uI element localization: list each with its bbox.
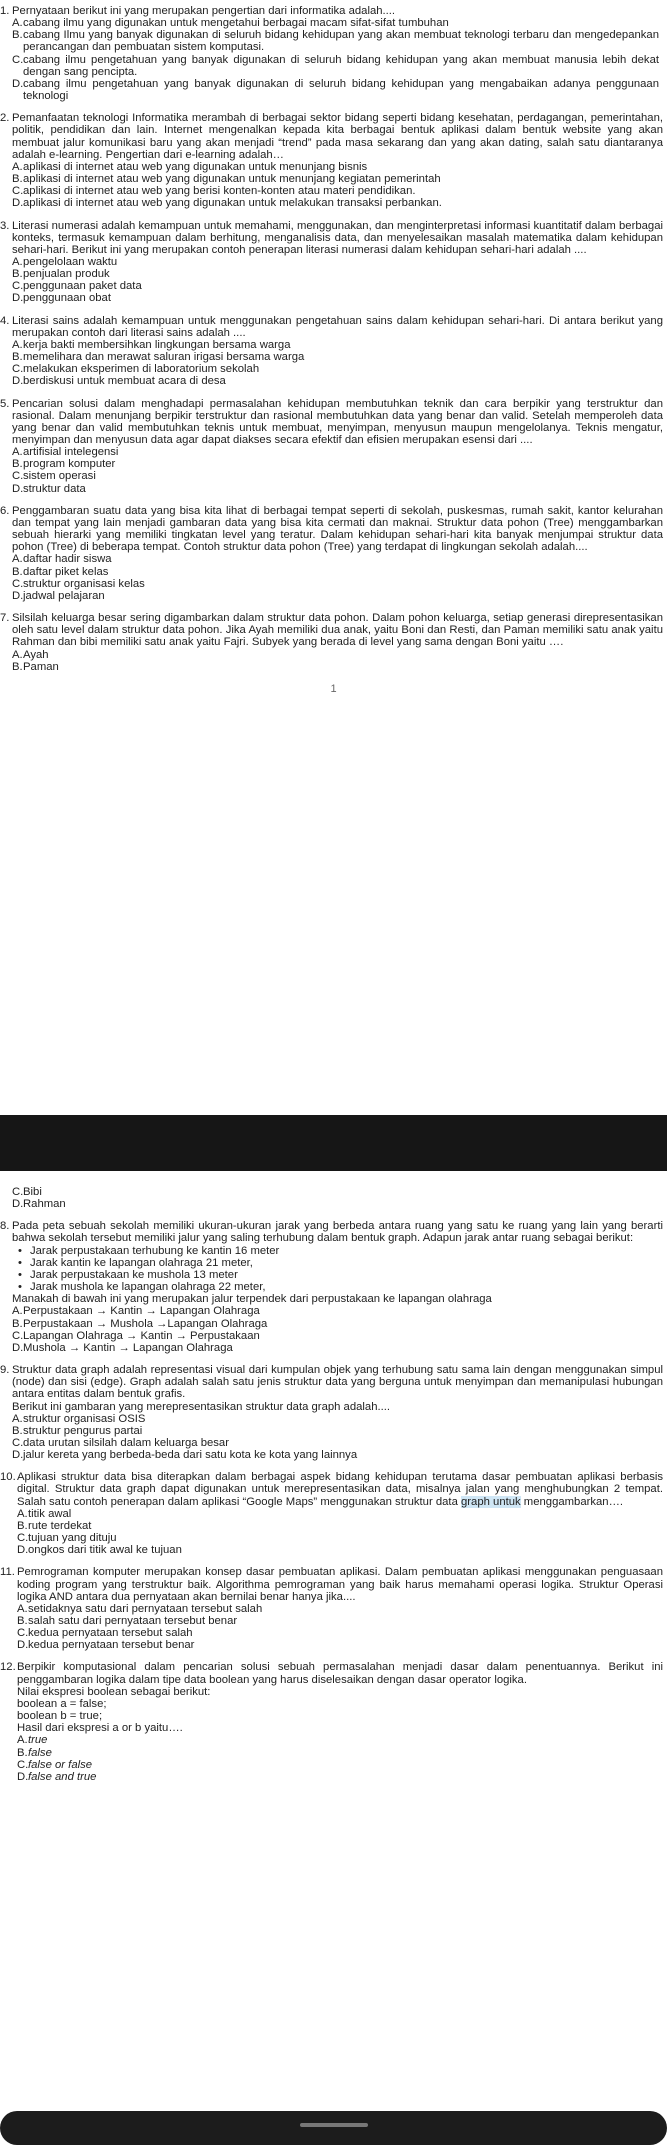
page-number: 1 <box>330 682 337 695</box>
question-text: Pada peta sebuah sekolah memiliki ukuran-ukuran jarak yang berbeda antara ruang yang satu ke ruang yang lain yang berarti bahwa sekolah tersebut memiliki jalur yang saling terhubung dalam bentuk graph. Adapun jarak antar ruang sebagai berikut: <box>12 1220 663 1245</box>
answer-option[interactable]: A. true <box>17 1734 48 1747</box>
question-2 <box>0 112 667 209</box>
question-12 <box>0 1661 667 1783</box>
question-prompt: Manakah di bawah ini yang merupakan jalur terpendek dari perpustakaan ke lapangan olahraga <box>12 1293 492 1306</box>
question-11 <box>0 1566 667 1651</box>
answer-option[interactable]: C. penggunaan paket data <box>12 280 142 293</box>
question-number: 2. <box>0 112 10 125</box>
question-prompt: Berikut ini gambaran yang merepresentasikan struktur data graph adalah.... <box>12 1400 391 1413</box>
answer-option[interactable]: B. memelihara dan merawat saluran irigasi bersama warga <box>12 351 305 364</box>
question-1 <box>0 5 667 102</box>
answer-option[interactable]: C. sistem operasi <box>12 470 96 483</box>
text-highlight: graph untuk <box>461 1495 521 1508</box>
question-number: 1. <box>0 5 10 17</box>
question-4 <box>0 315 667 388</box>
code-line: Hasil dari ekspresi a or b yaitu…. <box>17 1722 183 1735</box>
answer-option[interactable]: D. jalur kereta yang berbeda-beda dari satu kota ke kota yang lainnya <box>12 1449 358 1462</box>
question-text: Penggambaran suatu data yang bisa kita lihat di berbagai tempat seperti di sekolah, puskesmas, rumah sakit, kantor kelurahan dan tempat yang lain menjadi gambaran data yang bisa kita cermati dan maknai. Struktur data pohon (Tree) menggambarkan sebuah hierarki yang memiliki tingkatan level yang teratur. Dalam kehidupan sehari-hari kita banyak menjumpai struktur data pohon (Tree) di beberapa tempat. Contoh struktur data pohon (Tree) yang terdapat di lingkungan sekolah adalah.... <box>12 504 663 554</box>
answer-option[interactable]: B. false <box>17 1746 52 1759</box>
answer-option[interactable]: B. aplikasi di internet atau web yang digunakan untuk menunjang kegiatan pemerintah <box>12 173 441 186</box>
question-number: 10. <box>0 1471 16 1484</box>
answer-option[interactable]: A. Perpustakaan → Kantin → Lapangan Olahraga <box>12 1305 260 1318</box>
question-number: 3. <box>0 219 10 232</box>
answer-option[interactable]: D. Rahman <box>12 1198 66 1211</box>
answer-option[interactable]: B. struktur pengurus partai <box>12 1424 143 1437</box>
answer-option[interactable]: D. Mushola → Kantin → Lapangan Olahraga <box>12 1341 233 1354</box>
question-text: Literasi sains adalah kemampuan untuk menggunakan pengetahuan sains dalam kehidupan sehari-hari. Di antara berikut yang merupakan contoh dari literasi sains adalah .... <box>12 314 663 339</box>
bottom-navigation-bar <box>0 2111 667 2131</box>
answer-option[interactable]: B. program komputer <box>12 458 116 471</box>
answer-option[interactable]: A. setidaknya satu dari pernyataan tersebut salah <box>17 1602 263 1615</box>
bullet-item: • Jarak kantin ke lapangan olahraga 21 meter, <box>18 1256 253 1269</box>
question-5 <box>0 398 667 495</box>
question-9 <box>0 1364 667 1461</box>
answer-option[interactable]: C. Bibi <box>12 1186 42 1198</box>
answer-option[interactable]: D. struktur data <box>12 482 86 495</box>
question-number: 4. <box>0 314 10 327</box>
bullet-item: • Jarak mushola ke lapangan olahraga 22 meter, <box>18 1281 266 1294</box>
question-text: Aplikasi struktur data bisa diterapkan dalam berbagai aspek bidang kehidupan terutama dasar pembuatan aplikasi berbasis digital. Struktur data graph dapat digunakan untuk merepresentasikan data, misalnya jalan yang menghubungkan 2 tempat. Salah satu contoh penerapan dalam aplikasi “Google Maps” menggunakan struktur data graph untuk menggambarkan…. <box>17 1471 663 1508</box>
answer-option[interactable]: C. kedua pernyataan tersebut salah <box>17 1627 193 1640</box>
question-number: 9. <box>0 1364 10 1377</box>
question-list <box>0 5 667 602</box>
question-7 <box>0 612 667 673</box>
answer-option[interactable]: C. data urutan silsilah dalam keluarga besar <box>12 1436 229 1449</box>
question-7-continued <box>0 1186 667 1210</box>
home-indicator[interactable] <box>300 2123 368 2127</box>
question-text: Berpikir komputasional dalam pencarian solusi sebuah permasalahan menjadi dasar dalam penentuannya. Berikut ini penggambaran logika dalam tipe data boolean yang harus diselesaikan dengan dasar operator logika. <box>17 1661 663 1686</box>
code-line: Nilai ekspresi boolean sebagai berikut: <box>17 1685 211 1698</box>
question-number: 8. <box>0 1220 10 1233</box>
answer-option[interactable]: D. berdiskusi untuk membuat acara di desa <box>12 375 226 388</box>
document-page-2 <box>0 1186 667 1793</box>
page-separator-bar <box>0 1115 667 1171</box>
question-10 <box>0 1471 667 1556</box>
document-page-1 <box>0 5 667 695</box>
answer-option[interactable]: D. ongkos dari titik awal ke tujuan <box>17 1544 182 1557</box>
question-8 <box>0 1220 667 1354</box>
answer-option[interactable]: B. rute terdekat <box>17 1519 92 1532</box>
answer-option[interactable]: D. kedua pernyataan tersebut benar <box>17 1639 195 1652</box>
question-text: Pemrograman komputer merupakan konsep dasar pembuatan aplikasi. Dalam pembuatan aplikasi menggunakan penguasaan koding program yang terstruktur baik. Algorithma pemrograman yang baik harus memahami operasi logika. Struktur Operasi logika AND antara dua pernyataan akan bernilai benar hanya jika.... <box>17 1566 663 1603</box>
code-line: boolean a = false; <box>17 1697 107 1710</box>
question-number: 7. <box>0 612 10 625</box>
answer-option[interactable]: B. cabang Ilmu yang banyak digunakan di seluruh bidang kehidupan yang akan membuat teknologi terbaru dan mengedepankan perancangan dan pembuatan sistem komputasi. <box>12 29 659 54</box>
answer-option[interactable]: B. salah satu dari pernyataan tersebut benar <box>17 1615 238 1627</box>
answer-option[interactable]: C. aplikasi di internet atau web yang berisi konten-konten atau materi pendidikan. <box>12 185 416 198</box>
question-text: Struktur data graph adalah representasi visual dari kumpulan objek yang terhubung satu sama lain dengan menggunakan simpul (node) dan sisi (edge). Graph adalah salah satu jenis struktur data yang berguna untuk menyimpan dan memanipulasi hubungan antara entitas dalam bentuk grafis. <box>12 1364 663 1401</box>
answer-option[interactable]: C. melakukan eksperimen di laboratorium sekolah <box>12 363 260 376</box>
answer-option[interactable]: B. daftar piket kelas <box>12 565 109 578</box>
question-number: 6. <box>0 504 10 517</box>
answer-option[interactable]: D. cabang ilmu pengetahuan yang banyak digunakan di seluruh bidang kehidupan yang mengabaikan adanya penggunaan teknologi <box>12 77 659 103</box>
question-6 <box>0 505 667 602</box>
answer-option[interactable]: B. Perpustakaan → Mushola →Lapangan Olahraga <box>12 1317 268 1330</box>
question-number: 5. <box>0 397 10 410</box>
answer-option[interactable]: A. pengelolaan waktu <box>12 255 118 268</box>
answer-option[interactable]: A. artifisial intelegensi <box>12 446 119 459</box>
answer-option[interactable]: C. cabang ilmu pengetahuan yang banyak digunakan di seluruh bidang kehidupan yang akan membuat manusia lebih dekat dengan sang pencipta. <box>12 53 659 78</box>
question-text: Literasi numerasi adalah kemampuan untuk memahami, menggunakan, dan menginterpretasi informasi kuantitatif dalam berbagai konteks, termasuk kemampuan dalam berhitung, menganalisis data, dan menyelesaikan masalah matematika dalam kehidupan sehari-hari. Berikut ini yang merupakan contoh penerapan literasi numerasi dalam kehidupan sehari-hari adalah .... <box>12 219 663 256</box>
answer-option[interactable]: C. false or false <box>17 1758 93 1771</box>
bottom-pill <box>0 2111 667 2145</box>
question-text: Pencarian solusi dalam menghadapi permasalahan kehidupan membutuhkan teknik dan cara berpikir yang terstruktur dan rasional. Dalam menunjang berpikir terstruktur dan rasional membutuhkan data yang benar dan valid. Setelah memperoleh data yang benar dan valid membutuhkan teknis untuk membuat, menyimpan, menyusun maupun mengelolanya. Teknis mengatur, menyimpan dan menyusun data agar dapat diakses secara efektif dan efisien merupakan esensi dari .... <box>12 397 663 446</box>
answer-option[interactable]: D. jadwal pelajaran <box>12 589 105 602</box>
question-text: Pernyataan berikut ini yang merupakan pengertian dari informatika adalah.... <box>12 5 396 17</box>
answer-option[interactable]: D. penggunaan obat <box>12 292 111 305</box>
code-line: boolean b = true; <box>17 1710 103 1723</box>
bullet-item: • Jarak perpustakaan terhubung ke kantin 16 meter <box>18 1244 280 1257</box>
answer-option[interactable]: A. kerja bakti membersihkan lingkungan bersama warga <box>12 338 291 351</box>
answer-option[interactable]: C. struktur organisasi kelas <box>12 577 145 590</box>
answer-option[interactable]: A. Ayah <box>12 648 49 661</box>
answer-option[interactable]: B. Paman <box>12 660 59 673</box>
answer-option[interactable]: A. titik awal <box>17 1507 72 1520</box>
answer-option[interactable]: A. cabang ilmu yang digunakan untuk mengetahui berbagai macam sifat-sifat tumbuhan <box>12 17 449 30</box>
answer-option[interactable]: D. aplikasi di internet atau web yang digunakan untuk melakukan transaksi perbankan. <box>12 197 442 210</box>
answer-option[interactable]: A. daftar hadir siswa <box>12 553 112 566</box>
bullet-item: • Jarak perpustakaan ke mushola 13 meter <box>18 1268 238 1281</box>
question-text: Pemanfaatan teknologi Informatika merambah di berbagai sektor bidang seperti bidang kesehatan, perdagangan, pemerintahan, politik, pendidikan dan lain. Internet mengenalkan kepada kita berbagai bentuk aplikasi dalam bentuk website yang akan membuat jalur komunikasi baru yang akan menjadi “trend” pada masa sekarang dan yang akan dating, salah satu diantaranya adalah e-learning. Pengertian dari e-learning adalah… <box>12 112 663 161</box>
question-number: 12. <box>0 1661 16 1674</box>
answer-option[interactable]: C. Lapangan Olahraga → Kantin → Perpustakaan <box>12 1329 260 1342</box>
answer-option[interactable]: A. aplikasi di internet atau web yang digunakan untuk menunjang bisnis <box>12 160 368 173</box>
question-number: 11. <box>0 1566 15 1579</box>
answer-option[interactable]: A. struktur organisasi OSIS <box>12 1412 146 1425</box>
question-3 <box>0 220 667 305</box>
answer-option[interactable]: C. tujuan yang dituju <box>17 1532 117 1545</box>
answer-option[interactable]: D. false and true <box>17 1770 97 1783</box>
answer-option[interactable]: B. penjualan produk <box>12 268 110 281</box>
question-text: Silsilah keluarga besar sering digambarkan dalam struktur data pohon. Dalam pohon keluarga, setiap generasi direpresentasikan oleh satu level dalam struktur data pohon. Jika Ayah memiliki dua anak, yaitu Boni dan Resti, dan Paman memiliki satu anak yaitu Rahman dan bibi memiliki satu anak yaitu Fajri. Subyek yang berada di level yang sama dengan Boni yaitu …. <box>12 612 663 649</box>
